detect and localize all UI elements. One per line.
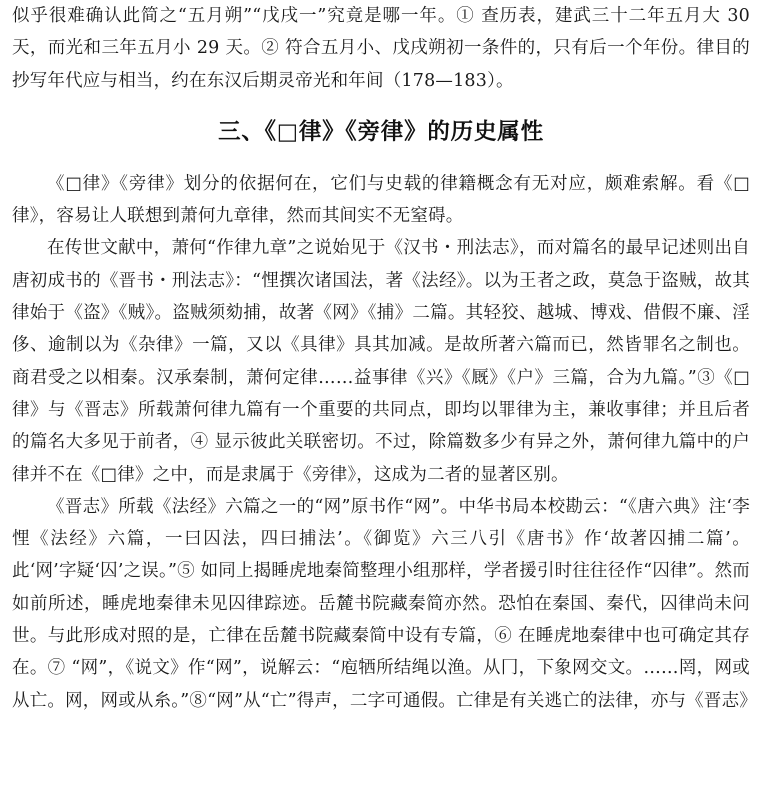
body-paragraph-2: 在传世文献中，萧何“作律九章”之说始见于《汉书・刑法志》，而对篇名的最早记述则出自唐初成书的《晋书・刑法志》：“悝撰次诸国法，著《法经》。以为王者之政，莫急于盗贼，故其律始于《盗》《贼》。盗贼须劾捕，故著《网》《捕》二篇。其轻狡、越城、博戏、借假不廉、淫侈、逾制以为《杂律》一篇，又以《具律》具其加减。是故所著六篇而已，然皆罪名之制也。商君受之以相秦。汉承秦制，萧何定律……益事律《兴》《厩》《户》三篇，合为九篇。”③《□律》与《晋志》所载萧何律九篇有一个重要的共同点，即均以罪律为主，兼收事律；并且后者的篇名大多见于前者，④ 显示彼此关联密切。不过，除篇数多少有异之外，萧何律九篇中的户律并不在《□律》之中，而是隶属于《旁律》，这成为二者的显著区别。 — [12, 238, 750, 485]
body-paragraph-3: 《晋志》所载《法经》六篇之一的“网”原书作“网”。中华书局本校勘云：“《唐六典》注‘李悝《法经》六篇，一曰囚法，四曰捕法’。《御览》六三八引《唐书》作‘故著囚捕二篇’。此‘网’字疑‘囚’之误。”⑤ 如同上揭睡虎地秦简整理小组那样，学者援引时往往径作“囚律”。然而如前所述，睡虎地秦律未见囚律踪迹。岳麓书院藏秦简亦然。恐怕在秦国、秦代，囚律尚未问世。与此形成对照的是，亡律在岳麓书院藏秦简中设有专篇，⑥ 在睡虎地秦律中也可确定其存在。⑦ “网”，《说文》作“网”，说解云：“庖牺所结绳以渔。从冂，下象网交文。……罔，网或从亡。网，网或从糸。”⑧“网”从“亡”得声，二字可通假。亡律是有关逃亡的法律，亦与《晋志》 — [12, 496, 757, 711]
section-heading: 三、《□律》《旁律》的历史属性 — [218, 118, 544, 145]
document-page — [12, 0, 757, 717]
body-paragraph-1: 《□律》《旁律》划分的依据何在，它们与史载的律籍概念有无对应，颇难索解。看《□律》，容易让人联想到萧何九章律，然而其间实不无窒碍。 — [12, 173, 750, 227]
intro-paragraph: 似乎很难确认此简之“五月朔”“戊戌一”究竟是哪一年。① 查历表，建武三十二年五月大 30 天，而光和三年五月小 29 天。② 符合五月小、戊戌朔初一条件的，只有后一个年份。律目的抄写年代应与相当，约在东汉后期灵帝光和年间（178—183）。 — [12, 6, 750, 91]
